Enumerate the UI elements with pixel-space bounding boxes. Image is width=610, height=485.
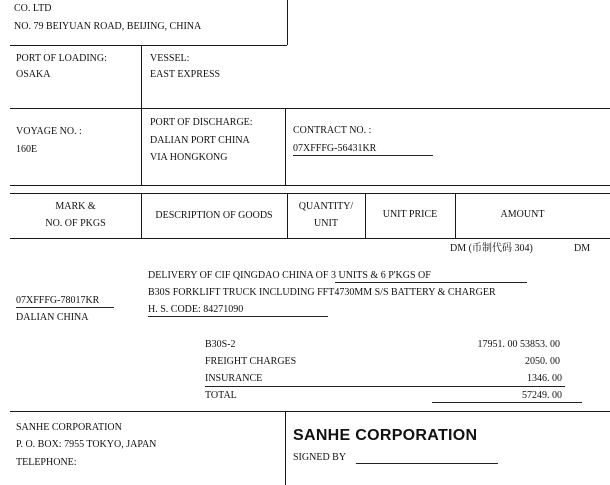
description-line3-underline xyxy=(148,316,328,317)
description-line1: DELIVERY OF CIF QINGDAO CHINA OF 3 UNITS & 6 P'KGS OF xyxy=(148,270,431,281)
header-mark-line1: MARK & xyxy=(55,201,96,212)
header-description: DESCRIPTION OF GOODS xyxy=(155,210,273,221)
description-line1-underline xyxy=(335,282,527,283)
total-underline xyxy=(432,402,582,403)
footer-po-box: P. O. BOX: 7955 TOKYO, JAPAN xyxy=(16,439,157,450)
contract-label: CONTRACT NO. : xyxy=(293,125,372,136)
header-quantity-line1: QUANTITY/ xyxy=(298,201,354,212)
port-of-loading-label: PORT OF LOADING: xyxy=(16,53,107,64)
currency-left: DM (币制代码 304) xyxy=(450,243,533,254)
rule-v-top xyxy=(287,0,288,45)
contract-value: 07XFFFG-56431KR xyxy=(293,143,377,154)
shipper-name: CO. LTD xyxy=(14,3,52,14)
charge-freight-label: FREIGHT CHARGES xyxy=(205,356,297,367)
contract-underline xyxy=(293,155,433,156)
rule-footer-top xyxy=(10,411,610,412)
charge-freight-value: 2050. 00 xyxy=(525,356,560,367)
charge-b30s-label: B30S-2 xyxy=(205,339,236,350)
rule-v-loading xyxy=(141,45,142,185)
rule-v-h2 xyxy=(287,193,288,238)
signature-company: SANHE CORPORATION xyxy=(293,427,478,444)
header-amount: AMOUNT xyxy=(500,209,545,220)
rule-top-1 xyxy=(10,45,287,46)
header-mark-line2: NO. OF PKGS xyxy=(45,218,106,229)
charge-insurance-label: INSURANCE xyxy=(205,373,263,384)
vessel-value: EAST EXPRESS xyxy=(150,69,221,80)
port-of-discharge-label: PORT OF DISCHARGE: xyxy=(150,117,253,128)
description-line3: H. S. CODE: 84271090 xyxy=(148,304,244,315)
header-unit-price: UNIT PRICE xyxy=(382,209,438,220)
charge-total-value: 57249. 00 xyxy=(522,390,562,401)
footer-company: SANHE CORPORATION xyxy=(16,422,122,433)
marks-code-underline xyxy=(16,307,114,308)
insurance-underline xyxy=(205,386,565,387)
port-of-loading-value: OSAKA xyxy=(16,69,51,80)
voyage-value: 160E xyxy=(16,144,38,155)
rule-top-2 xyxy=(10,108,610,109)
header-quantity-line2: UNIT xyxy=(314,218,338,229)
charge-insurance-value: 1346. 00 xyxy=(527,373,562,384)
signed-by-label: SIGNED BY xyxy=(293,452,347,463)
vessel-label: VESSEL: xyxy=(150,53,190,64)
charge-b30s-value: 17951. 00 53853. 00 xyxy=(477,339,560,350)
rule-v-discharge xyxy=(285,108,286,185)
marks-destination: DALIAN CHINA xyxy=(16,312,89,323)
signature-line xyxy=(356,463,498,464)
rule-v-footer xyxy=(285,411,286,485)
footer-telephone: TELEPHONE: xyxy=(16,457,77,468)
rule-header-top xyxy=(10,193,610,194)
marks-code: 07XFFFG-78017KR xyxy=(16,295,100,306)
currency-right: DM xyxy=(574,243,591,254)
port-of-discharge-line2: VIA HONGKONG xyxy=(150,152,228,163)
rule-header-bottom xyxy=(10,238,610,239)
shipper-address: NO. 79 BEIYUAN ROAD, BEIJING, CHINA xyxy=(14,21,202,32)
charge-total-label: TOTAL xyxy=(205,390,237,401)
rule-top-3 xyxy=(10,185,610,186)
voyage-label: VOYAGE NO. : xyxy=(16,126,82,137)
port-of-discharge-line1: DALIAN PORT CHINA xyxy=(150,135,250,146)
description-line2: B30S FORKLIFT TRUCK INCLUDING FFT4730MM S/S BATTERY & CHARGER xyxy=(148,287,496,298)
